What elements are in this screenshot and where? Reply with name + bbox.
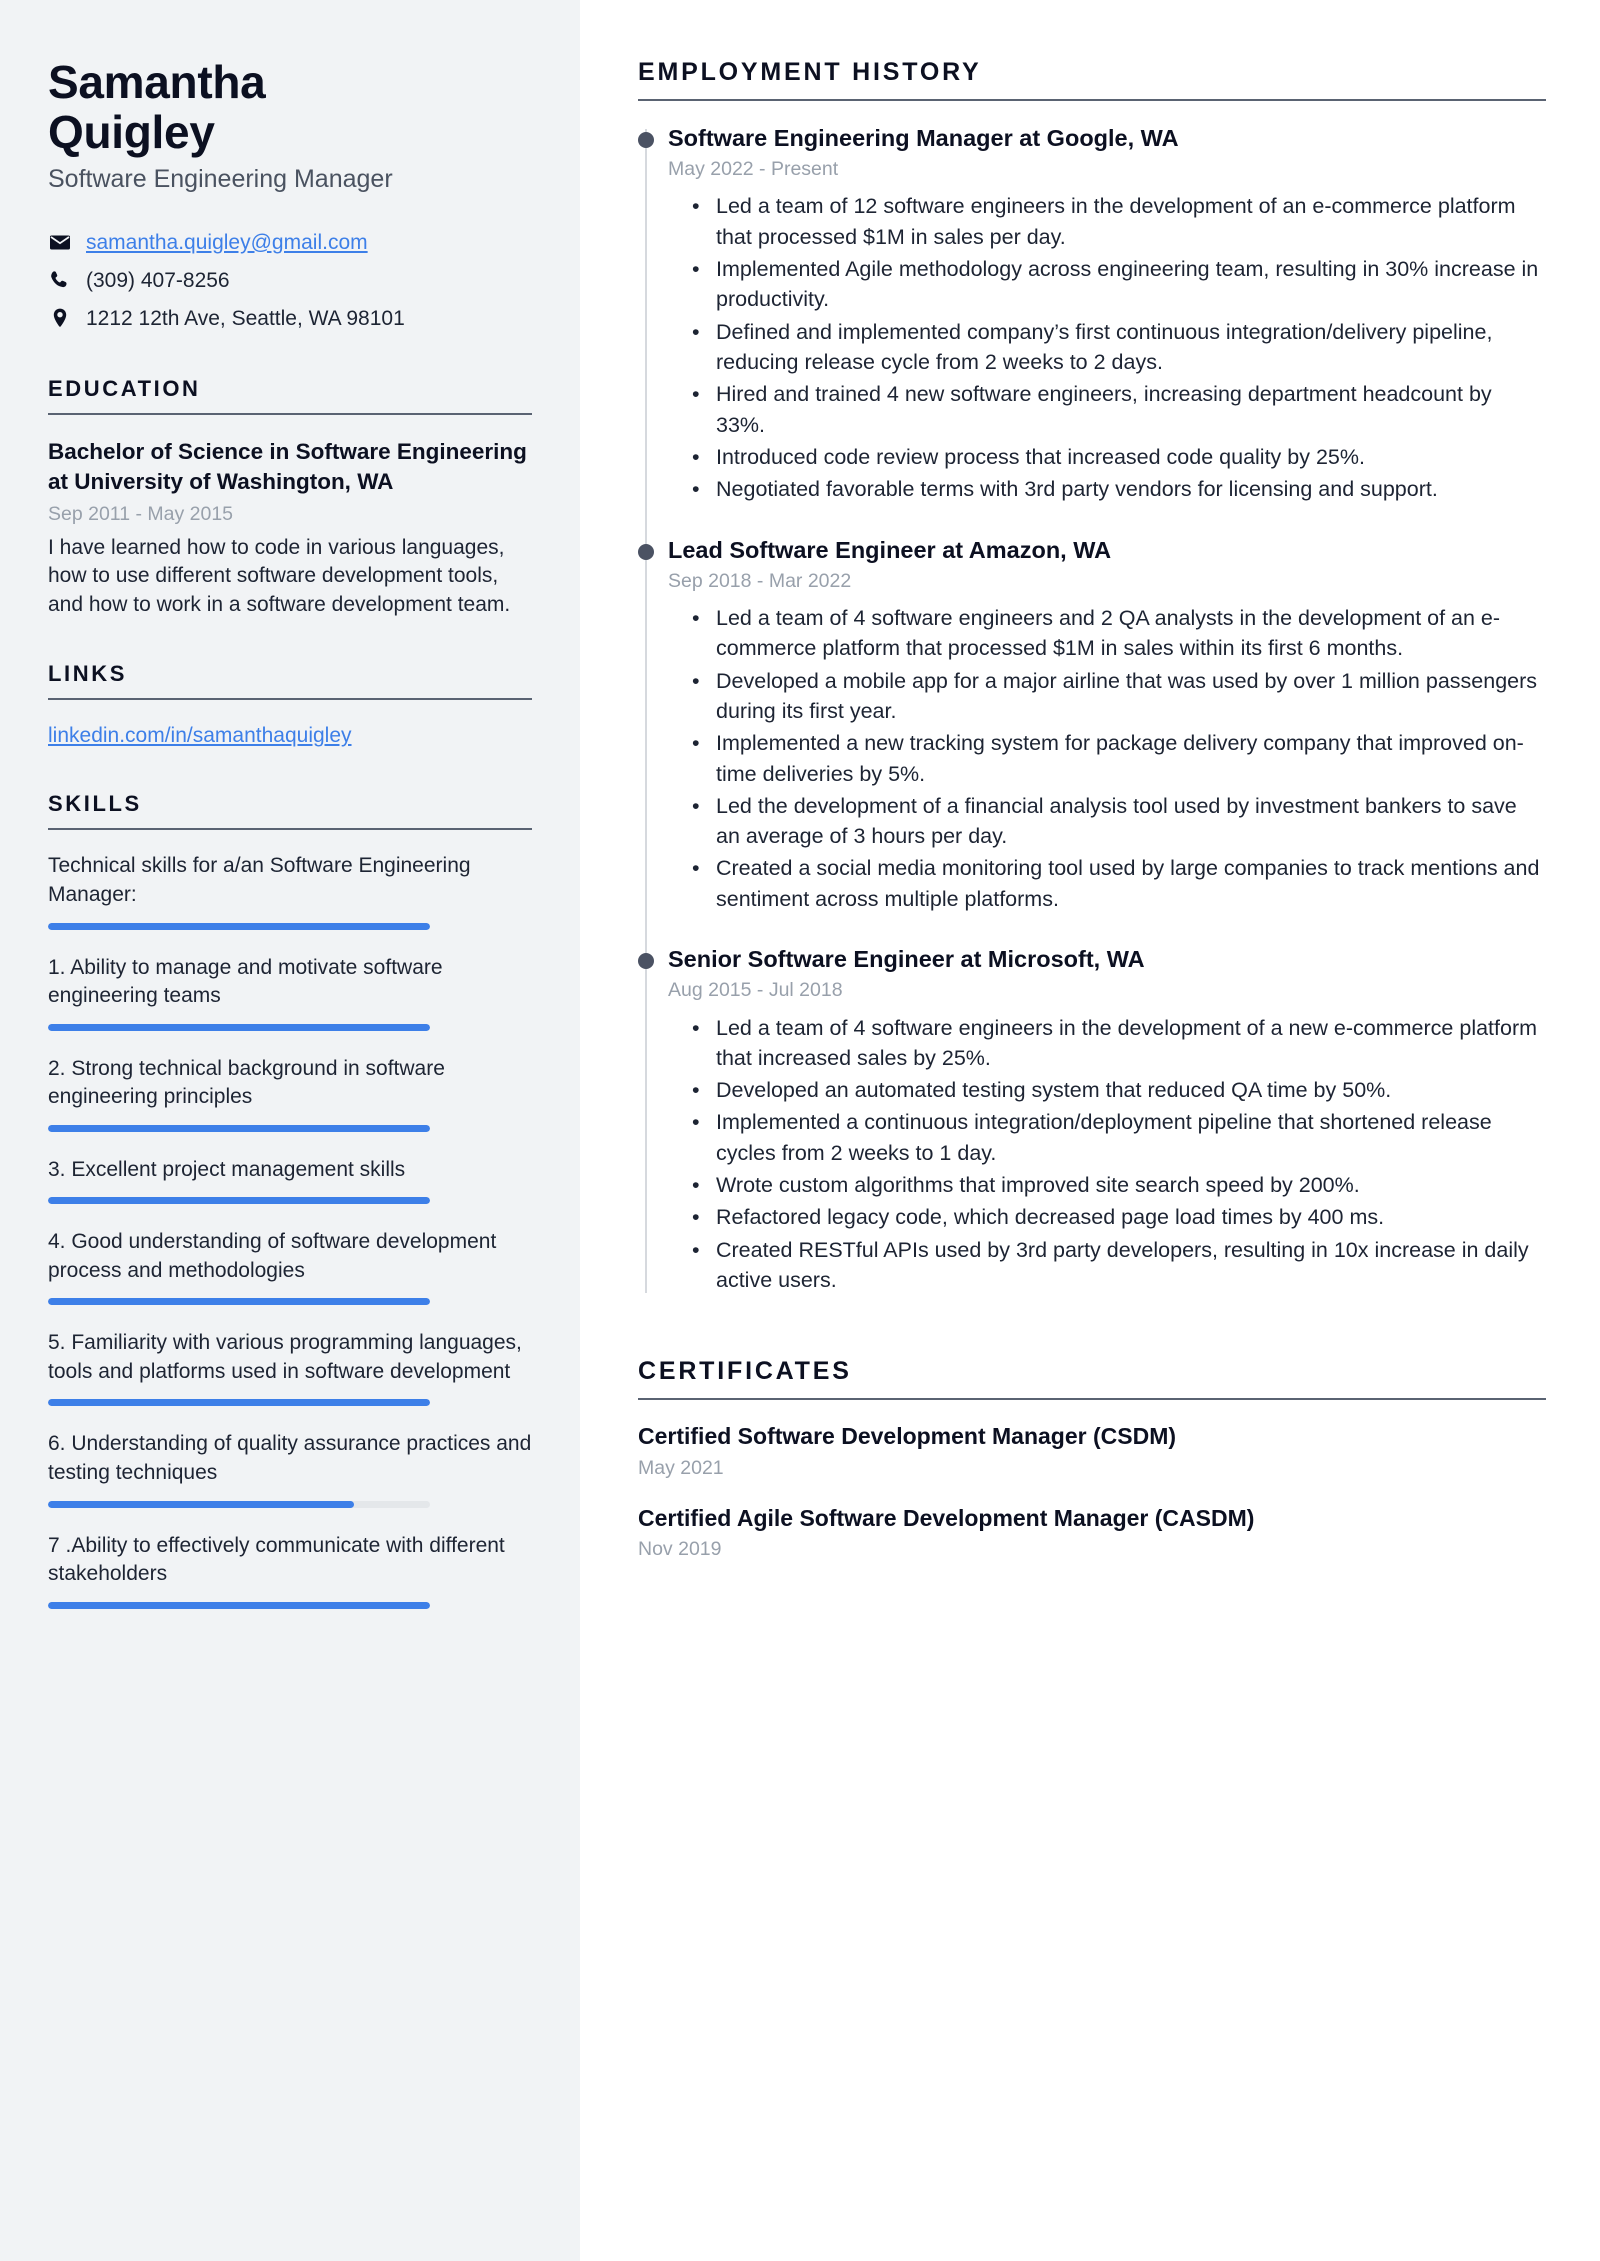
skills-section xyxy=(48,791,532,1608)
employment-timeline xyxy=(638,123,1546,1303)
job-title: Senior Software Engineer at Microsoft, WA xyxy=(668,946,1145,973)
job-bullet: • Implemented a new tracking system for package delivery company that improved on-time deliveries by 5%. xyxy=(716,728,1546,789)
job-bullets xyxy=(668,191,1546,504)
job-bullet: • Led the development of a financial analysis tool used by investment bankers to save an average of 3 hours per day. xyxy=(716,791,1546,852)
certificate-date: May 2021 xyxy=(638,1457,724,1480)
email-link[interactable]: samantha.quigley@gmail.com xyxy=(86,230,368,254)
education-degree: Bachelor of Science in Software Engineering at University of Washington, WA xyxy=(48,439,527,495)
skill-level-fill xyxy=(48,1602,430,1609)
job-entry xyxy=(668,944,1546,1303)
skill-level-bar xyxy=(48,1399,430,1406)
skill-level-fill xyxy=(48,1024,430,1031)
job-bullet: • Created RESTful APIs used by 3rd party developers, resulting in 10x increase in daily active users. xyxy=(716,1235,1546,1296)
job-bullet: • Introduced code review process that increased code quality by 25%. xyxy=(716,442,1546,472)
skill-label: 2. Strong technical background in software engineering principles xyxy=(48,1056,445,1109)
page-title xyxy=(48,58,378,157)
job-bullets xyxy=(668,1013,1546,1296)
job-bullet: • Led a team of 4 software engineers and 2 QA analysts in the development of an e-commerce platform that processed $1M in sales within its first 6 months. xyxy=(716,603,1546,664)
certificates-list xyxy=(638,1422,1546,1562)
job-bullet: • Hired and trained 4 new software engineers, increasing department headcount by 33%. xyxy=(716,379,1546,440)
skill-level-bar xyxy=(48,1197,430,1204)
job-bullet: • Led a team of 4 software engineers in the development of a new e-commerce platform that increased sales by 25%. xyxy=(716,1013,1546,1074)
linkedin-link[interactable]: linkedin.com/in/samanthaquigley xyxy=(48,724,352,748)
sidebar xyxy=(0,0,580,2261)
job-bullet: • Wrote custom algorithms that improved site search speed by 200%. xyxy=(716,1170,1546,1200)
job-bullet: • Developed an automated testing system that reduced QA time by 50%. xyxy=(716,1075,1546,1105)
skill-level-fill xyxy=(48,1125,430,1132)
skill-label: 3. Excellent project management skills xyxy=(48,1157,406,1181)
certificate-name: Certified Software Development Manager (CSDM) xyxy=(638,1423,1177,1450)
links-heading: LINKS xyxy=(48,661,127,687)
contact-list xyxy=(48,226,532,334)
job-bullet: • Defined and implemented company’s first continuous integration/delivery pipeline, reducing release cycle from 2 weeks to 2 days. xyxy=(716,317,1546,378)
skill-item xyxy=(48,1329,532,1406)
links-section xyxy=(48,661,532,749)
last-name: Quigley xyxy=(48,105,215,158)
envelope-icon xyxy=(48,231,72,253)
skill-level-bar xyxy=(48,1125,430,1132)
skill-item xyxy=(48,1055,532,1132)
first-name: Samantha xyxy=(48,56,266,108)
skill-label: 4. Good understanding of software development process and methodologies xyxy=(48,1230,497,1282)
employment-heading: EMPLOYMENT HISTORY xyxy=(638,58,982,86)
job-bullet: • Negotiated favorable terms with 3rd party vendors for licensing and support. xyxy=(716,474,1546,504)
employment-divider xyxy=(638,99,1546,101)
skill-item xyxy=(48,1430,532,1507)
phone-icon xyxy=(48,269,72,291)
skill-level-bar xyxy=(48,923,430,930)
skill-level-fill xyxy=(48,1399,430,1406)
contact-email-row xyxy=(48,226,532,258)
job-bullet: • Refactored legacy code, which decreased page load times by 400 ms. xyxy=(716,1202,1546,1232)
skill-level-bar xyxy=(48,1298,430,1305)
skill-level-fill xyxy=(48,1298,430,1305)
skill-label: 6. Understanding of quality assurance practices and testing techniques xyxy=(48,1432,532,1485)
skills-heading: SKILLS xyxy=(48,791,142,817)
job-title: Software Engineering Manager at Google, WA xyxy=(668,125,1179,151)
main-content xyxy=(580,0,1600,2261)
job-bullet: • Led a team of 12 software engineers in the development of an e-commerce platform that processed $1M in sales per day. xyxy=(716,191,1546,252)
skills-intro-text: Technical skills for a/an Software Engineering Manager: xyxy=(48,854,471,907)
job-date: May 2022 - Present xyxy=(668,158,839,181)
contact-address-row xyxy=(48,302,532,334)
education-heading: EDUCATION xyxy=(48,376,201,402)
job-date: Aug 2015 - Jul 2018 xyxy=(668,979,843,1002)
skills-divider xyxy=(48,828,532,830)
timeline-dot-icon xyxy=(638,132,654,148)
certificates-divider xyxy=(638,1398,1546,1400)
map-pin-icon xyxy=(48,307,72,329)
skill-level-fill xyxy=(48,923,430,930)
skill-label: 7 .Ability to effectively communicate with different stakeholders xyxy=(48,1533,505,1586)
job-bullet: • Implemented a continuous integration/deployment pipeline that shortened release cycles from 2 weeks to 1 day. xyxy=(716,1107,1546,1168)
job-title: Lead Software Engineer at Amazon, WA xyxy=(668,536,1112,563)
education-entry xyxy=(48,437,532,619)
certificates-heading: CERTIFICATES xyxy=(638,1357,852,1386)
skill-item xyxy=(48,1156,532,1205)
timeline-dot-icon xyxy=(638,544,654,560)
certificates-section xyxy=(638,1357,1546,1562)
education-description: I have learned how to code in various languages, how to use different software development tools, and how to work in a software development team. xyxy=(48,535,511,616)
education-divider xyxy=(48,413,532,415)
links-divider xyxy=(48,698,532,700)
skill-label: 1. Ability to manage and motivate software engineering teams xyxy=(48,955,443,1008)
job-bullet: • Created a social media monitoring tool used by large companies to track mentions and sentiment across multiple platforms. xyxy=(716,853,1546,914)
skill-level-bar xyxy=(48,1602,430,1609)
certificate-item xyxy=(638,1504,1546,1563)
timeline-dot-icon xyxy=(638,953,654,969)
skill-item xyxy=(48,1532,532,1609)
certificate-name: Certified Agile Software Development Manager (CASDM) xyxy=(638,1504,1255,1531)
job-entry xyxy=(668,535,1546,923)
skill-level-fill xyxy=(48,1501,354,1508)
job-entry xyxy=(668,123,1546,513)
skill-item xyxy=(48,954,532,1031)
education-section xyxy=(48,376,532,619)
profile-job-title: Software Engineering Manager xyxy=(48,165,393,194)
phone-text: (309) 407-8256 xyxy=(86,268,230,292)
employment-section xyxy=(638,58,1546,1303)
job-bullets xyxy=(668,603,1546,914)
education-date: Sep 2011 - May 2015 xyxy=(48,503,234,526)
skill-level-fill xyxy=(48,1197,430,1204)
job-bullet: • Developed a mobile app for a major airline that was used by over 1 million passengers during its first year. xyxy=(716,666,1546,727)
skill-intro-item xyxy=(48,852,532,929)
job-date: Sep 2018 - Mar 2022 xyxy=(668,569,852,592)
contact-phone-row xyxy=(48,264,532,296)
job-bullet: • Implemented Agile methodology across engineering team, resulting in 30% increase in productivity. xyxy=(716,254,1546,315)
address-text: 1212 12th Ave, Seattle, WA 98101 xyxy=(86,306,405,330)
skill-item xyxy=(48,1228,532,1305)
skill-level-bar xyxy=(48,1024,430,1031)
skill-level-bar xyxy=(48,1501,430,1508)
skill-label: 5. Familiarity with various programming languages, tools and platforms used in software development xyxy=(48,1331,522,1383)
certificate-date: Nov 2019 xyxy=(638,1538,722,1561)
certificate-item xyxy=(638,1422,1546,1481)
